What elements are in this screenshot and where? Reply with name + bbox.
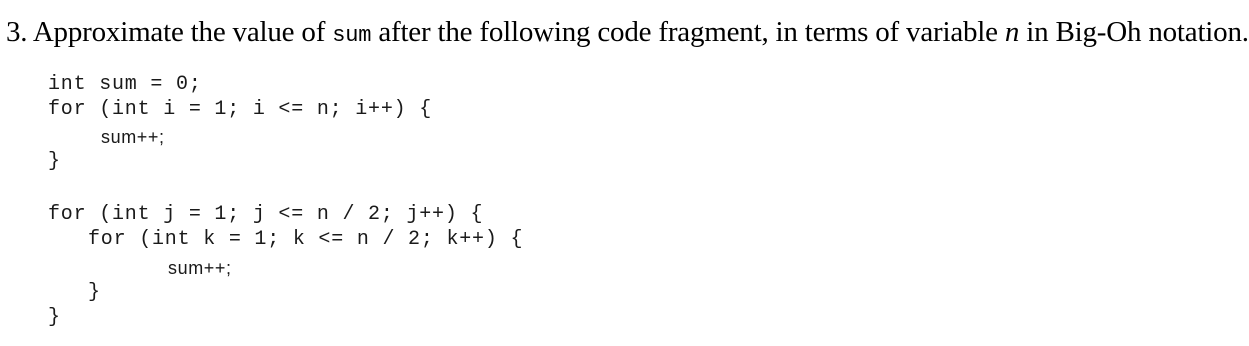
code-line: for (int j = 1; j <= n / 2; j++) { <box>48 203 484 226</box>
question-text-before: Approximate the value of <box>32 16 326 48</box>
question-variable: n <box>1004 16 1020 48</box>
code-line: sum++; <box>101 127 165 147</box>
question-text-after: in Big-Oh notation. <box>1026 16 1249 48</box>
code-line: } <box>88 281 101 304</box>
code-line: for (int k = 1; k <= n / 2; k++) { <box>88 228 524 251</box>
code-line: } <box>48 306 61 329</box>
code-line: sum++; <box>168 258 232 278</box>
code-line: int sum = 0; <box>48 73 202 96</box>
question-number: 3. <box>6 16 28 48</box>
question-text-middle: after the following code fragment, in terms of variable <box>378 16 998 48</box>
code-line: for (int i = 1; i <= n; i++) { <box>48 98 433 121</box>
question-code-word: sum <box>332 23 372 48</box>
code-line: } <box>48 150 61 173</box>
